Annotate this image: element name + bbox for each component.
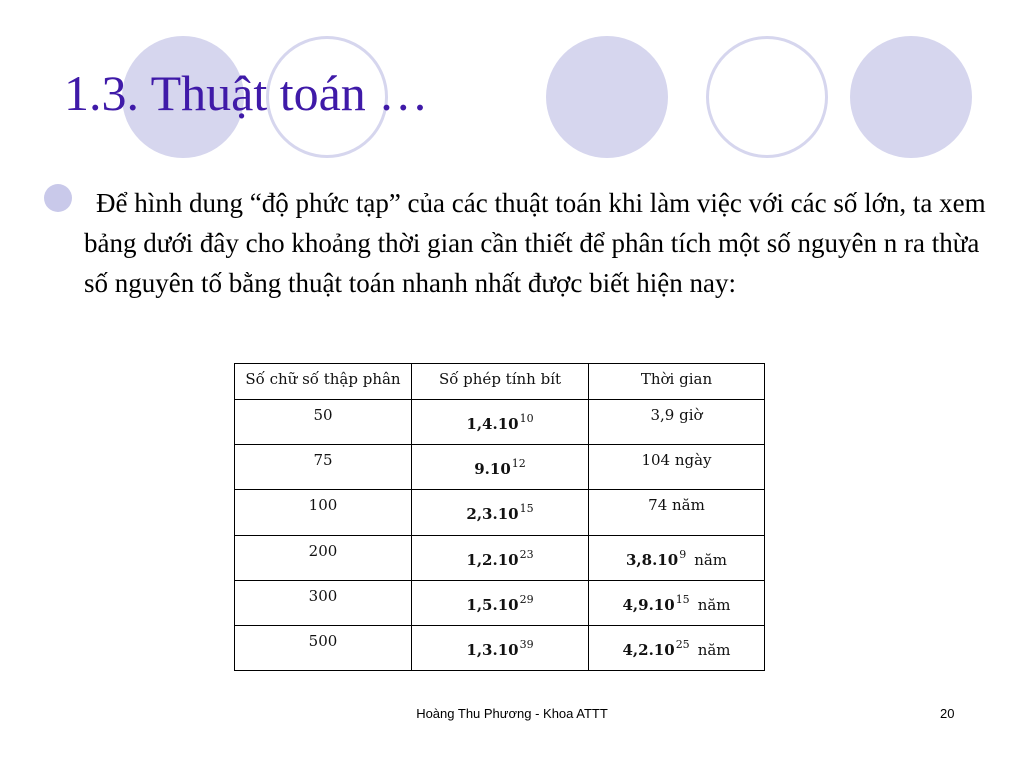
table-row bbox=[235, 536, 765, 581]
cell-time bbox=[589, 490, 765, 536]
time-value bbox=[622, 587, 730, 614]
cell-operations bbox=[412, 400, 589, 445]
time-base: 4,9.10 bbox=[622, 596, 675, 614]
table-row bbox=[235, 490, 765, 536]
cell-time bbox=[589, 626, 765, 671]
time-unit: năm bbox=[694, 551, 728, 569]
cell-operations bbox=[412, 536, 589, 581]
cell-operations bbox=[412, 581, 589, 626]
footer-author: Hoàng Thu Phương - Khoa ATTT bbox=[416, 706, 608, 721]
cell-digits: 100 bbox=[235, 490, 412, 536]
cell-time bbox=[589, 536, 765, 581]
time-base: 3,8.10 bbox=[625, 551, 679, 569]
cell-operations bbox=[412, 445, 589, 490]
ops-base: 1,4.10 bbox=[466, 415, 519, 433]
cell-digits: 50 bbox=[235, 400, 412, 445]
time-value: 3,9 giờ bbox=[650, 406, 703, 424]
complexity-table bbox=[234, 363, 765, 671]
ops-exponent: 15 bbox=[519, 502, 534, 515]
cell-operations bbox=[412, 490, 589, 536]
ops-base: 9.10 bbox=[474, 460, 511, 478]
time-base: 4,2.10 bbox=[622, 641, 675, 659]
bullet-icon bbox=[44, 184, 72, 212]
cell-operations bbox=[412, 626, 589, 671]
header-operations: Số phép tính bít bbox=[412, 364, 589, 400]
ops-base: 2,3.10 bbox=[466, 505, 519, 523]
table-header-row bbox=[235, 364, 765, 400]
decor-circle-3 bbox=[546, 36, 668, 158]
cell-digits: 300 bbox=[235, 581, 412, 626]
page-number: 20 bbox=[940, 706, 955, 721]
ops-base: 1,3.10 bbox=[466, 641, 519, 659]
time-value bbox=[622, 632, 730, 659]
cell-time bbox=[589, 581, 765, 626]
cell-digits: 200 bbox=[235, 536, 412, 581]
ops-exponent: 39 bbox=[519, 638, 534, 651]
decor-circle-4 bbox=[706, 36, 828, 158]
cell-time bbox=[589, 445, 765, 490]
time-unit: năm bbox=[697, 641, 731, 659]
ops-base: 1,5.10 bbox=[466, 596, 519, 614]
table-row bbox=[235, 400, 765, 445]
table-row bbox=[235, 581, 765, 626]
bullet-text: Để hình dung “độ phức tạp” của các thuật toán khi làm việc với các số lớn, ta xem bảng dưới đây cho khoảng thời gian cần thiết để phân tích một số nguyên n ra thừa số nguyên tố bằng thuật toán nhanh nhất được biết hiện nay: bbox=[84, 188, 986, 298]
header-time: Thời gian bbox=[589, 364, 765, 400]
table-row bbox=[235, 626, 765, 671]
ops-exponent: 23 bbox=[519, 548, 534, 561]
time-value: 74 năm bbox=[648, 496, 705, 514]
cell-digits: 75 bbox=[235, 445, 412, 490]
time-exponent: 25 bbox=[675, 638, 690, 651]
slide-title: 1.3. Thuật toán … bbox=[64, 65, 429, 121]
ops-exponent: 29 bbox=[519, 593, 534, 606]
decor-circle-5 bbox=[850, 36, 972, 158]
cell-time bbox=[589, 400, 765, 445]
time-exponent: 15 bbox=[675, 593, 690, 606]
cell-digits: 500 bbox=[235, 626, 412, 671]
time-value bbox=[626, 542, 727, 569]
table-row bbox=[235, 445, 765, 490]
header-digits: Số chữ số thập phân bbox=[235, 364, 412, 400]
ops-exponent: 12 bbox=[511, 457, 526, 470]
time-value: 104 ngày bbox=[641, 451, 712, 469]
ops-exponent: 10 bbox=[519, 412, 534, 425]
time-exponent: 9 bbox=[679, 548, 687, 561]
ops-base: 1,2.10 bbox=[466, 551, 519, 569]
time-unit: năm bbox=[697, 596, 731, 614]
